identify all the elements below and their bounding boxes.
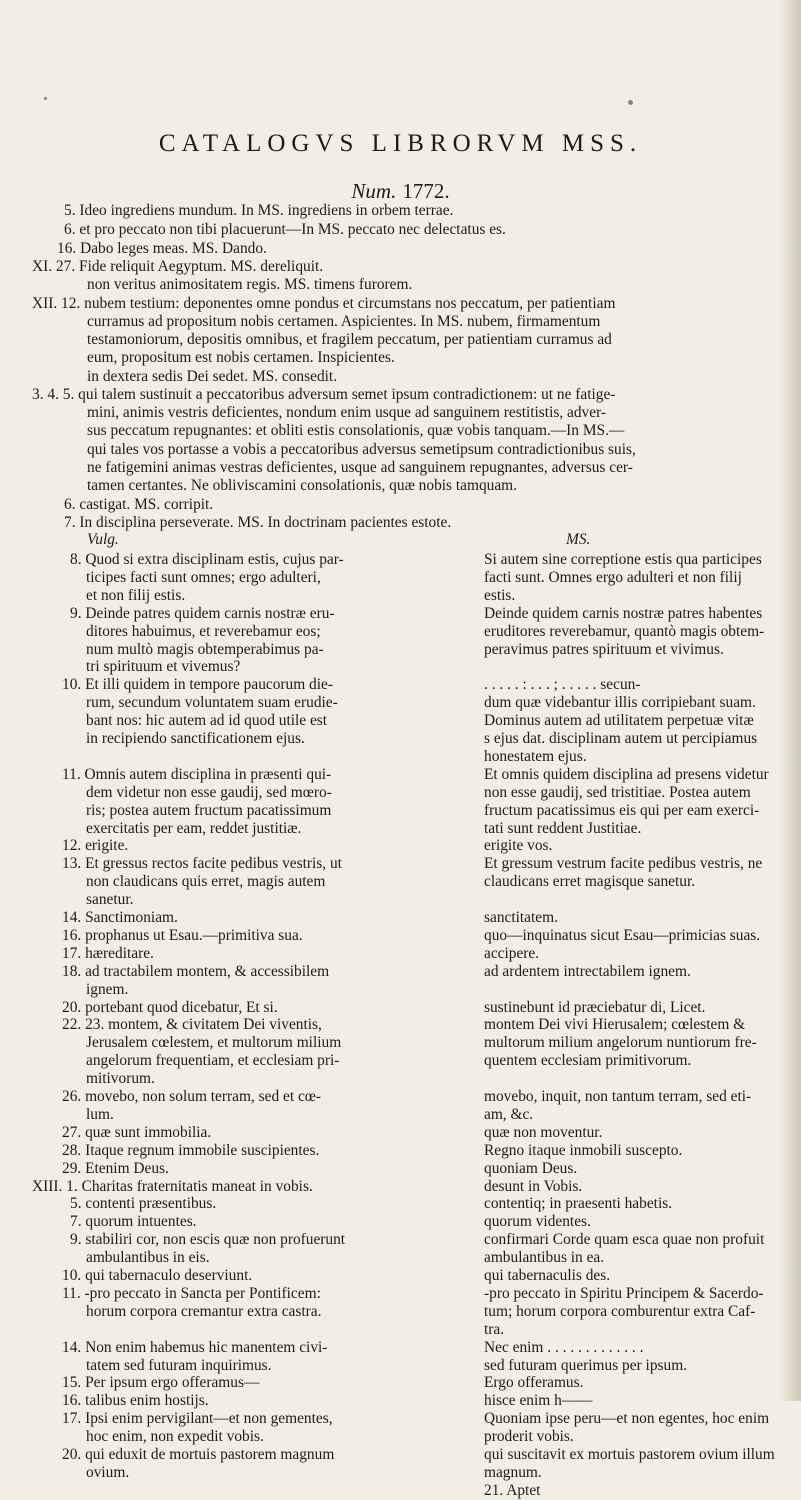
text-line: curramus ad propositum nobis certamen. Aspicientes. In MS. nubem, firmamentum [87,313,601,330]
text-line: testamoniorum, depositis omnibus, et fragilem peccatum, per patientiam curramus ad [87,331,612,348]
text-line: XII. 12. nubem testium: deponentes omne pondus et circumstans nos peccatum, per patientiam [32,295,616,312]
manuscript-line: desunt in Vobis. [484,1177,583,1195]
vulgate-line: hoc enim, non expedit vobis. [86,1428,264,1446]
vulgate-line: 26. movebo, non solum terram, sed et cœ- [62,1088,322,1105]
manuscript-line: qui tabernaculis des. [484,1267,611,1284]
manuscript-line: movebo, inquit, non tantum terram, sed eti- [484,1088,752,1105]
text-line: eum, propositum est nobis certamen. Inspicientes. [87,349,395,366]
manuscript-line: sed futuram querimus per ipsum. [484,1356,688,1374]
entry-number [0,179,801,204]
num-value: 1772. [402,179,450,203]
text-line: ne fatigemini animas vestras deficientes, usque ad sanguinem repugnantes, adversus cer- [87,459,633,476]
vulgate-line: angelorum frequentiam, et ecclesiam pri- [86,1052,340,1070]
manuscript-line: montem Dei vivi Hierusalem; cœlestem & [484,1016,746,1034]
manuscript-line: Deinde quidem carnis nostræ patres habentes [484,604,763,622]
manuscript-line: Dominus autem ad utilitatem perpetuæ vitæ [484,712,754,730]
text-line: 7. In disciplina perseverate. MS. In doctrinam pacientes estote. [64,514,452,531]
manuscript-line: Quoniam ipse peru—et non egentes, hoc enim [484,1410,770,1428]
vulgate-line: bant nos: hic autem ad id quod utile est [86,712,328,730]
text-line: qui tales vos portasse a vobis a peccatoribus adversus semetipsum contradictionibus suis, [87,441,636,458]
vulgate-line: ris; postea autem fructum pacatissimum [86,801,332,819]
vulgate-line: exercitatis per eam, reddet justitiæ. [86,819,302,837]
vulgate-line: ovium. [86,1463,130,1481]
manuscript-line: Ergo offeramus. [484,1374,584,1392]
vulgate-line: 16. talibus enim hostijs. [62,1392,209,1410]
vulgate-line: 18. ad tractabilem montem, & accessibilem [62,962,330,980]
vulgate-line: 10. qui tabernaculo deserviunt. [62,1267,253,1284]
manuscript-line: . . . . . : . . . ; . . . . . secun- [484,676,641,694]
vulgate-line: ignem. [86,980,129,998]
vulgate-line: 15. Per ipsum ergo offeramus— [62,1374,260,1392]
vulgate-line: XIII. 1. Charitas fraternitatis maneat in vobis. [32,1177,313,1195]
manuscript-line: Si autem sine correptione estis qua participes [484,551,762,568]
catalog-header: CATALOGVS LIBRORVM MSS. [158,130,643,157]
vulgate-line: 9. stabiliri cor, non escis quæ non profuerunt [70,1231,346,1249]
text-line: mini, animis vestris deficientes, nondum enim usque ad sanguinem restitistis, adver- [87,404,607,421]
manuscript-line: hisce enim h—— [484,1392,593,1410]
vulgate-line: rum, secundum voluntatem suam erudie- [86,694,338,712]
column-head-left: Vulg. [87,531,119,548]
ink-spot [44,97,47,100]
manuscript-line: qui suscitavit ex mortuis pastorem ovium illum [484,1446,775,1463]
vulgate-line: 13. Et gressus rectos facite pedibus vestris, ut [62,855,342,873]
vulgate-line: 29. Etenim Deus. [62,1159,169,1177]
column-head-right: MS. [566,531,591,548]
vulgate-line: 10. Et illi quidem in tempore paucorum die- [62,676,333,694]
text-line: sus peccatum repugnantes: et obliti estis consolationis, quæ vobis tanquam.—In MS.— [87,422,625,439]
manuscript-line: confirmari Corde quam esca quae non profuit [484,1231,765,1249]
manuscript-line: tum; horum corpora comburentur extra Caf- [484,1302,756,1320]
manuscript-line: peravimus patres spirituum et vivimus. [484,640,724,658]
manuscript-line: am, &c. [484,1105,534,1123]
ink-spot [628,100,633,105]
manuscript-line: claudicans erret magisque sanetur. [484,873,696,891]
vulgate-line: 22. 23. montem, & civitatem Dei viventis, [62,1016,322,1034]
manuscript-line: sustinebunt id præciebatur di, Licet. [484,998,706,1016]
vulgate-line: sanetur. [86,891,134,909]
text-line: 6. castigat. MS. corripit. [64,496,214,513]
manuscript-line: erigite vos. [484,837,553,855]
manuscript-line: estis. [484,586,516,604]
text-line: non veritus animositatem regis. MS. timens furorem. [87,276,413,293]
vulgate-line: non claudicans quis erret, magis autem [86,873,326,891]
vulgate-line: 16. prophanus ut Esau.—primitiva sua. [62,926,303,944]
page-edge-shadow [779,0,801,1401]
vulgate-line: ticipes facti sunt omnes; ergo adulteri, [86,568,321,586]
manuscript-line: Regno itaque inmobili suscepto. [484,1141,683,1159]
manuscript-line: eruditores reverebamur, quantò magis obtem- [484,622,765,640]
vulgate-line: Jerusalem cœlestem, et multorum milium [86,1034,342,1052]
vulgate-line: dem videtur non esse gaudij, sed mœro- [86,783,332,801]
vulgate-line: tri spirituum et vivemus? [86,658,241,676]
text-line: in dextera sedis Dei sedet. MS. consedit. [87,368,338,385]
manuscript-line: proderit vobis. [484,1428,574,1446]
manuscript-line: 21. Aptet [484,1481,541,1499]
vulgate-line: 7. quorum intuentes. [70,1213,197,1231]
manuscript-line: s ejus dat. disciplinam autem ut percipiamus [484,730,758,747]
vulgate-line: 28. Itaque regnum immobile suscipientes. [62,1141,320,1159]
manuscript-line: ambulantibus in ea. [484,1249,605,1267]
vulgate-line: 8. Quod si extra disciplinam estis, cujus par- [70,551,344,568]
vulgate-line: 11. Omnis autem disciplina in præsenti qui- [62,765,332,783]
vulgate-line: 5. contenti præsentibus. [70,1195,217,1213]
vulgate-line: lum. [86,1105,114,1123]
vulgate-line: 11. -pro peccato in Sancta per Pontificem: [62,1284,321,1302]
vulgate-line: 14. Sanctimoniam. [62,909,178,926]
vulgate-line: 12. erigite. [62,837,129,855]
manuscript-line: facti sunt. Omnes ergo adulteri et non filij [484,568,742,586]
text-line: 16. Dabo leges meas. MS. Dando. [57,240,267,257]
num-label: Num. [351,179,397,203]
manuscript-line: magnum. [484,1463,542,1481]
manuscript-line: -pro peccato in Spiritu Principem & Sacerdo- [484,1284,764,1302]
text-line: 3. 4. 5. qui talem sustinuit a peccatoribus adversum semet ipsum contradictionem: ut ne fatige- [32,386,616,403]
manuscript-line: quentem ecclesiam primitivorum. [484,1052,692,1070]
text-line: 5. Ideo ingrediens mundum. In MS. ingrediens in orbem terrae. [64,202,454,219]
vulgate-line: num multò magis obtemperabimus pa- [86,640,324,658]
text-line: XI. 27. Fide reliquit Aegyptum. MS. dereliquit. [32,258,324,275]
vulgate-line: 17. Ipsi enim pervigilant—et non gementes, [62,1410,333,1428]
manuscript-line: non esse gaudij, sed tristitiae. Postea autem [484,783,751,801]
vulgate-line: ditores habuimus, et reverebamur eos; [86,622,321,640]
manuscript-line: Et omnis quidem disciplina ad presens videtur [484,765,769,783]
manuscript-line: honestatem ejus. [484,747,587,765]
manuscript-line: contentiq; in praesenti habetis. [484,1195,673,1213]
manuscript-line: fructum pacatissimus eis qui per eam exerci- [484,801,760,819]
manuscript-line: quorum videntes. [484,1213,591,1231]
manuscript-line: quæ non moventur. [484,1123,603,1141]
manuscript-line: quoniam Deus. [484,1159,578,1177]
manuscript-line: Et gressum vestrum facite pedibus vestris, ne [484,855,763,873]
vulgate-line: 20. portebant quod dicebatur, Et si. [62,998,278,1016]
manuscript-line: ad ardentem intrectabilem ignem. [484,962,691,980]
vulgate-line: 14. Non enim habemus hic manentem civi- [62,1338,328,1356]
manuscript-line: Nec enim . . . . . . . . . . . . . [484,1338,644,1356]
vulgate-line: ambulantibus in eis. [86,1249,210,1267]
vulgate-line: tatem sed futuram inquirimus. [86,1356,272,1374]
vulgate-line: 17. hæreditare. [62,944,154,962]
vulgate-line: in recipiendo sanctificationem ejus. [86,730,305,747]
manuscript-line: accipere. [484,944,540,962]
text-line: 6. et pro peccato non tibi placuerunt—In MS. peccato nec delectatus es. [64,221,506,238]
manuscript-line: tra. [484,1320,505,1338]
manuscript-line: dum quæ videbantur illis corripiebant suam. [484,694,756,712]
manuscript-line: multorum milium angelorum nuntiorum fre- [484,1034,757,1052]
manuscript-line: tati sunt reddent Justitiae. [484,819,642,837]
vulgate-line: 9. Deinde patres quidem carnis nostræ eru- [70,604,335,622]
vulgate-line: 20. qui eduxit de mortuis pastorem magnum [62,1446,335,1463]
manuscript-line: quo—inquinatus sicut Esau—primicias suas. [484,926,761,944]
manuscript-line: sanctitatem. [484,909,558,926]
vulgate-line: et non filij estis. [86,586,186,604]
vulgate-line: mitivorum. [86,1070,155,1088]
vulgate-line: 27. quæ sunt immobilia. [62,1123,212,1141]
text-line: tamen certantes. Ne obliviscamini consolationis, quæ nobis tamquam. [87,477,517,494]
vulgate-line: horum corpora cremantur extra castra. [86,1302,322,1320]
